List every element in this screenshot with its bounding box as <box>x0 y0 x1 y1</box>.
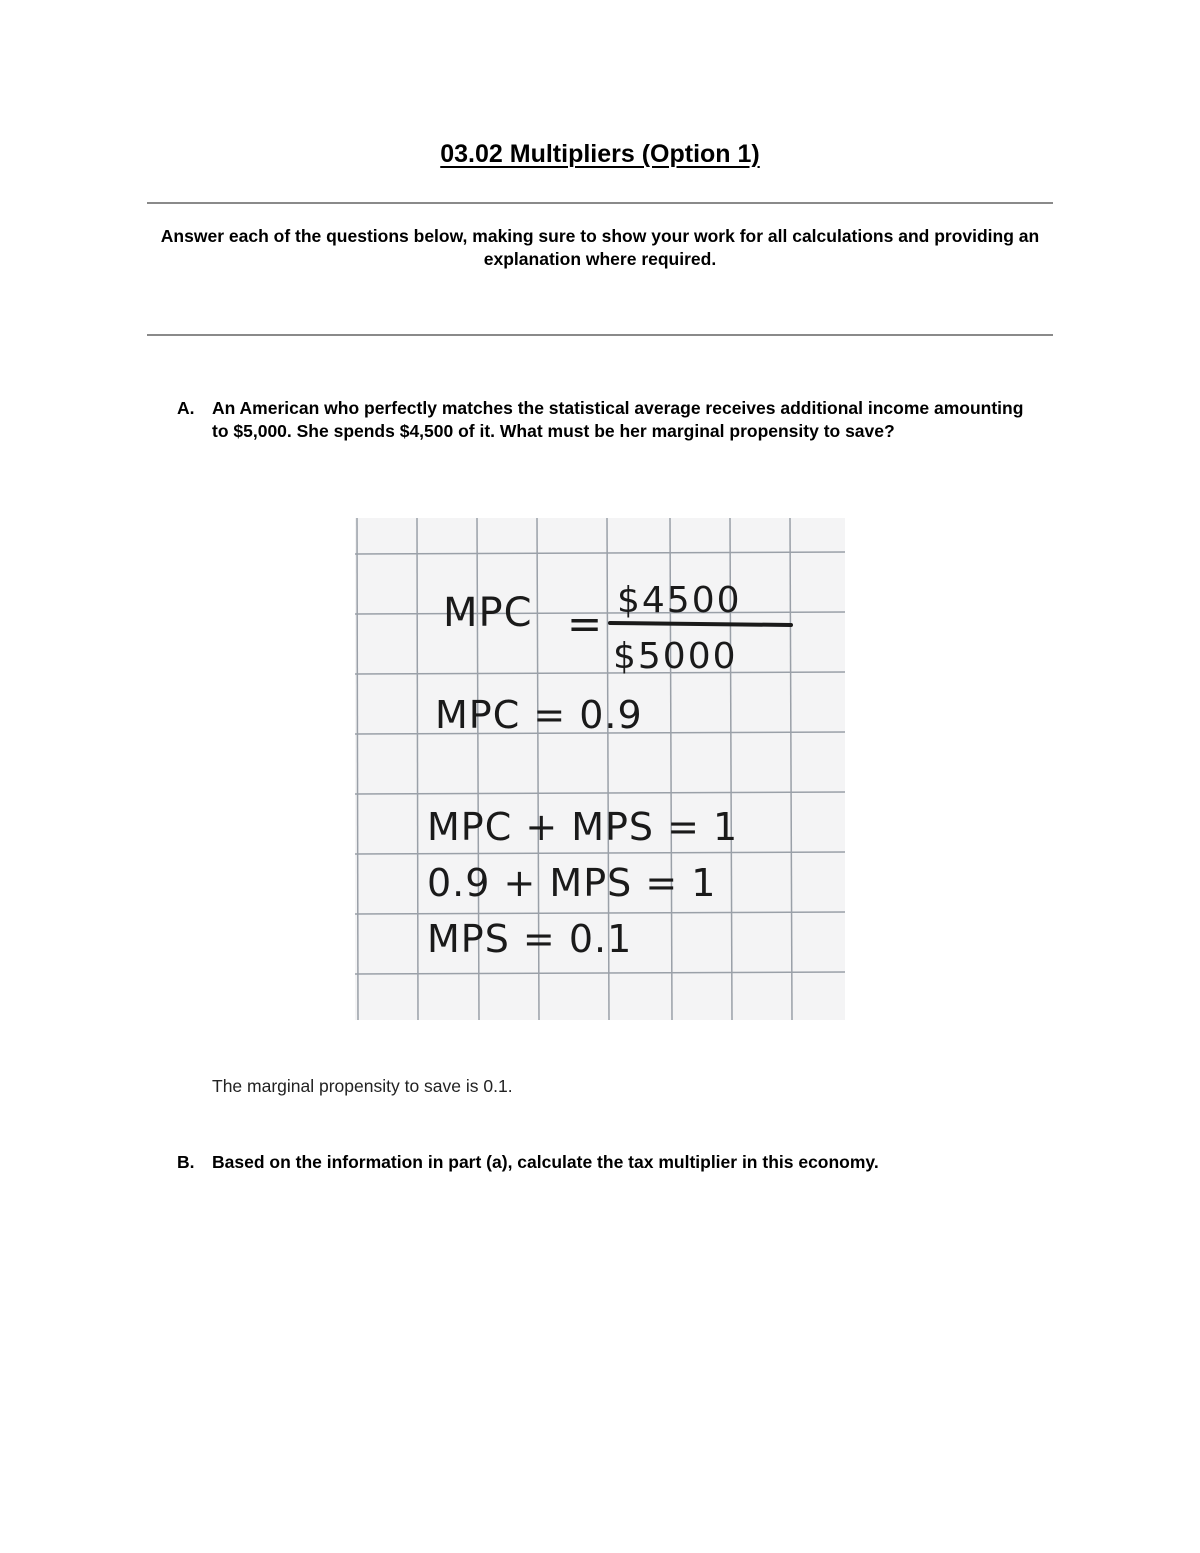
answer-a: The marginal propensity to save is 0.1. <box>212 1076 513 1096</box>
question-b-text: Based on the information in part (a), calculate the tax multiplier in this economy. <box>212 1152 879 1172</box>
question-b <box>177 1151 1037 1174</box>
mpc-label: MPC <box>443 590 533 636</box>
equals-sign: = <box>567 599 603 648</box>
divider-top <box>147 202 1053 204</box>
fraction-bar <box>610 623 791 625</box>
page-title: 03.02 Multipliers (Option 1) <box>440 140 760 168</box>
divider-bottom <box>147 334 1053 336</box>
question-a <box>177 397 1037 443</box>
mps-result: MPS = 0.1 <box>427 917 633 961</box>
handwritten-work-image <box>355 518 845 1020</box>
substitution-line: 0.9 + MPS = 1 <box>427 861 717 905</box>
denominator: $5000 <box>613 636 738 677</box>
instructions: Answer each of the questions below, making sure to show your work for all calculations and providing an explanation where required. <box>160 226 1040 269</box>
mpc-plus-mps: MPC + MPS = 1 <box>427 805 739 849</box>
question-b-letter: B. <box>177 1152 195 1172</box>
question-a-text: An American who perfectly matches the statistical average receives additional income amounting to $5,000. She spends $4,500 of it. What must be her marginal propensity to save? <box>212 398 1024 441</box>
numerator: $4500 <box>617 580 742 621</box>
graph-paper <box>355 518 845 1020</box>
question-a-letter: A. <box>177 398 195 418</box>
mpc-result: MPC = 0.9 <box>435 693 643 737</box>
